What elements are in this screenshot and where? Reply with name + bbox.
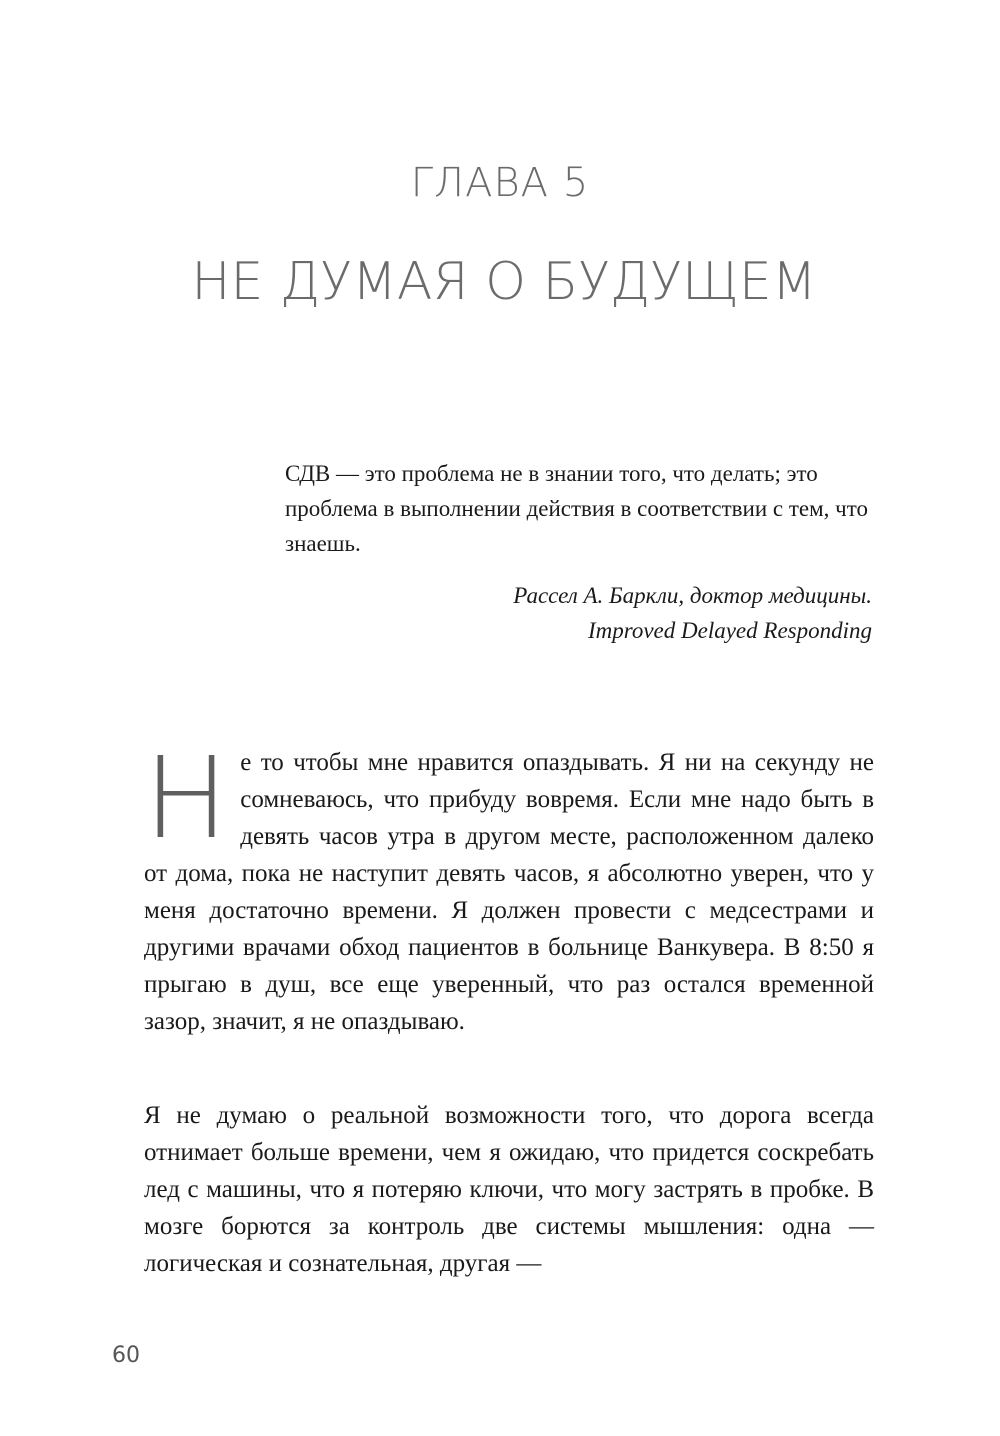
drop-cap: Н	[144, 734, 229, 864]
epigraph-attribution	[513, 578, 872, 648]
body-paragraph-2: Я не думаю о реальной возможности того, что дорога всегда отнимает больше времени, чем я ожидаю, что придется соскребать лед с машины, что я потеряю ключи, что могу застрять в пробке. В мозге борются за контроль две системы мышления: одна — логическая и сознательная, другая —	[144, 1102, 874, 1277]
chapter-label: ГЛАВА 5	[410, 160, 590, 206]
epigraph-source: Improved Delayed Responding	[587, 618, 872, 643]
chapter-title: НЕ ДУМАЯ О БУДУЩЕМ	[191, 252, 817, 312]
epigraph-quote: СДВ — это проблема не в знании того, что делать; это проблема в выполнении действия в соответствии с тем, что знаешь.	[285, 461, 868, 556]
paragraph-1-text: е то чтобы мне нравится опаздывать. Я ни на секунду не сомневаюсь, что прибуду вовремя. Если мне надо быть в девять часов утра в другом месте, расположенном далеко от дома, пока не наступит девять часов, я абсолютно уверен, что у меня достаточно времени. Я должен провести с медсестрами и другими врачами обход пациентов в больнице Ванкувера. В 8:50 я прыгаю в душ, все еще уверенный, что раз остался временной зазор, значит, я не опаздываю.	[144, 749, 874, 1035]
page-number: 60	[112, 1343, 140, 1368]
body-paragraph-1	[144, 734, 874, 1040]
epigraph-author: Рассел А. Баркли, доктор медицины.	[513, 583, 872, 608]
